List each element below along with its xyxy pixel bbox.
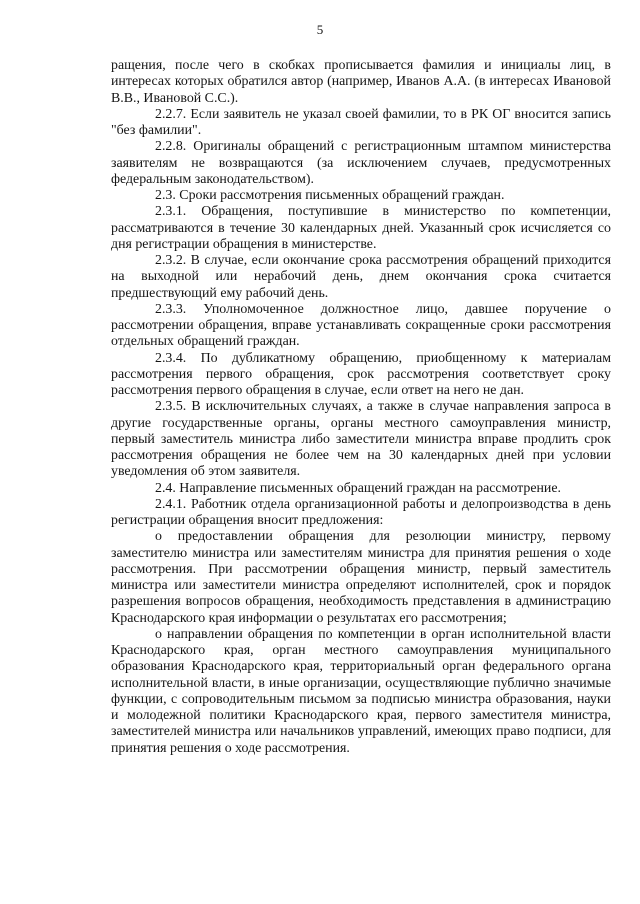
paragraph: о предоставлении обращения для резолюции министру, первому заместителю министра или заместителям министра для принятия решения о ходе рассмотрения. При рассмотрении обращения министр, первый заместитель министра или заместители министра определяют исполнителей, срок и порядок разрешения вопросов обращения, необходимость представления в администрацию Краснодарского края информации о результатах его рассмотрения; xyxy=(111,529,611,626)
paragraph: 2.2.8. Оригиналы обращений с регистрационным штампом министерства заявителям не возвращаются (за исключением случаев, предусмотренных федеральным законодательством). xyxy=(111,139,611,187)
paragraph: 2.3.5. В исключительных случаях, а также в случае направления запроса в другие государственные органы, органы местного самоуправления министр, первый заместитель министра либо заместители министра вправе продлить срок рассмотрения обращения не более чем на 30 календарных дней при условии уведомления об этом заявителя. xyxy=(111,399,611,480)
document-body xyxy=(111,58,611,757)
paragraph: 2.3.3. Уполномоченное должностное лицо, давшее поручение о рассмотрении обращения, вправе устанавливать сокращенные сроки рассмотрения отдельных обращений граждан. xyxy=(111,301,611,350)
section-heading: 2.4. Направление письменных обращений граждан на рассмотрение. xyxy=(155,480,562,496)
paragraph: ращения, после чего в скобках прописывается фамилия и инициалы лиц, в интересах которых обратился автор (например, Иванов А.А. (в интересах Ивановой В.В., Ивановой С.С.). xyxy=(111,58,611,106)
paragraph: 2.2.7. Если заявитель не указал своей фамилии, то в РК ОГ вносится запись "без фамилии". xyxy=(111,106,611,138)
paragraph: 2.3.1. Обращения, поступившие в министерство по компетенции, рассматриваются в течение 30 календарных дней. Указанный срок исчисляется со дня регистрации обращения в министерстве. xyxy=(111,204,611,252)
paragraph: 2.3.4. По дубликатному обращению, приобщенному к материалам рассмотрения первого обращения, срок рассмотрения соответствует сроку рассмотрения первого обращения в случае, если ответ на него не дан. xyxy=(111,350,611,398)
paragraph: 2.3.2. В случае, если окончание срока рассмотрения обращений приходится на выходной или нерабочий день, днем окончания срока считается предшествующий ему рабочий день. xyxy=(111,253,611,301)
paragraph: 2.4.1. Работник отдела организационной работы и делопроизводства в день регистрации обращения вносит предложения: xyxy=(111,496,611,528)
section-heading: 2.3. Сроки рассмотрения письменных обращений граждан. xyxy=(155,188,505,203)
paragraph: о направлении обращения по компетенции в орган исполнительной власти Краснодарского края, орган местного самоуправления муниципального образования Краснодарского края, территориальный орган федерального органа исполнительной власти, в иные организации, осуществляющие публично значимые функции, с сопроводительным письмом за подписью министра образования, науки и молодежной политики Краснодарского края, первого заместителя министра, заместителей министра или начальников управлений, имеющих право подписи, для принятия решения о ходе рассмотрения. xyxy=(111,626,611,756)
page-number: 5 xyxy=(316,22,324,37)
